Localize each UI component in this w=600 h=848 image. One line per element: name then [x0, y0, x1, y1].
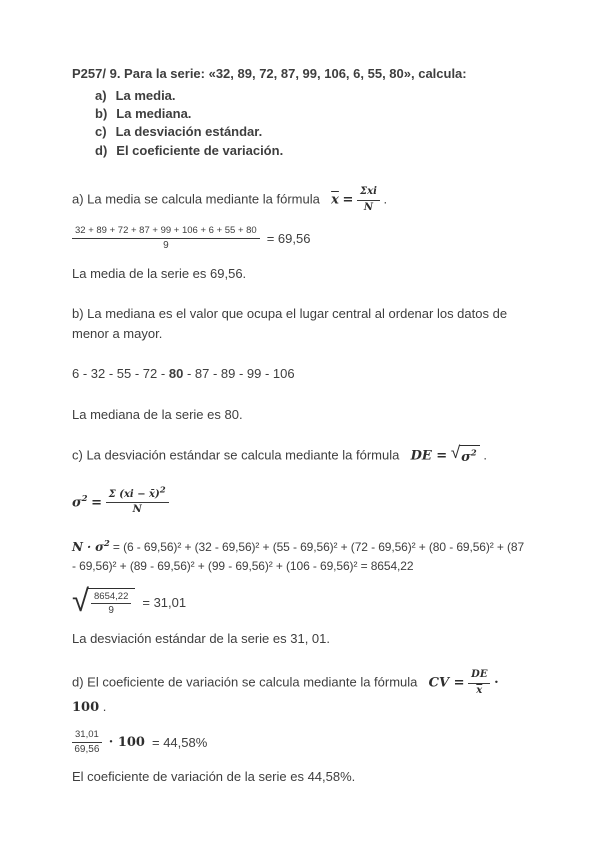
- series-after: - 87 - 89 - 99 - 106: [186, 366, 295, 382]
- option-b-text: La mediana.: [116, 105, 192, 121]
- exponent: 2: [470, 448, 477, 459]
- fraction-denominator: N: [363, 201, 374, 213]
- fraction-denominator: 9: [108, 605, 114, 617]
- media-calculation: [72, 225, 528, 252]
- fraction-numerator: 31,01: [72, 729, 102, 743]
- numerator-base: Σ (xi − x̄): [108, 488, 160, 500]
- nsigma-expansion-line: [72, 538, 528, 577]
- option-d-label: d): [95, 142, 108, 158]
- mediana-paragraph: b) La mediana es el valor que ocupa el lugar central al ordenar los datos de menor a mayor.: [72, 306, 508, 341]
- equals-sign: =: [91, 495, 103, 511]
- problem-title: P257/ 9. Para la serie: «32, 89, 72, 87, 99, 106, 6, 55, 80», calcula:: [72, 66, 467, 81]
- exponent: 2: [159, 485, 166, 496]
- fraction-denominator: 9: [163, 240, 169, 252]
- fraction-numerator: [106, 485, 169, 504]
- exponent: 2: [103, 538, 110, 549]
- option-d: [95, 142, 528, 160]
- cv-lhs: CV =: [428, 675, 465, 691]
- cv-tail: · 100: [72, 675, 499, 716]
- root-fraction: [91, 591, 131, 618]
- cv-fraction: [468, 669, 490, 697]
- sigma-formula-line: [72, 485, 528, 517]
- fraction-numerator: DE: [468, 669, 490, 684]
- sigma-symbol: σ: [72, 495, 82, 511]
- sqrt-expression: [451, 445, 480, 468]
- cv-calculation: [72, 729, 528, 756]
- fraction-numerator: 8654,22: [91, 591, 131, 605]
- series-before: 6 - 32 - 55 - 72 -: [72, 366, 166, 382]
- fraction-denominator: [476, 684, 482, 698]
- nsigma-rhs: = (6 - 69,56)² + (32 - 69,56)² + (55 - 69,56)² + (72 - 69,56)² + (80 - 69,56)² + (87 - 69,56)² + (89 - 69,56)² + (99 - 69,56)² + (106 - 69,56)² = 8654,22: [72, 539, 525, 574]
- option-a-label: a): [95, 87, 107, 103]
- nsigma-lhs: N · σ: [72, 539, 104, 554]
- equals-sign: =: [342, 192, 354, 208]
- cv-conclusion: El coeficiente de variación de la serie es 44,58%.: [72, 769, 356, 785]
- fraction-numerator: Σxi: [357, 186, 380, 201]
- sigma-symbol: σ: [461, 450, 471, 466]
- cv-calc-tail: · 100: [108, 734, 145, 750]
- media-conclusion: La media de la serie es 69,56.: [72, 265, 247, 281]
- media-intro-text: a) La media se calcula mediante la fórmula: [72, 191, 320, 207]
- radical-sign: √: [72, 582, 90, 618]
- media-calc-result: = 69,56: [266, 231, 311, 247]
- sqrt-expression: [72, 582, 135, 618]
- option-d-text: El coeficiente de variación.: [116, 142, 284, 158]
- sigma-fraction: [106, 485, 169, 517]
- period: .: [383, 191, 388, 207]
- option-b: [95, 105, 528, 123]
- cv-intro-text: d) El coeficiente de variación se calcula mediante la fórmula: [72, 674, 418, 690]
- de-lhs: DE =: [410, 448, 448, 464]
- problem-options: [95, 87, 528, 161]
- exponent: 2: [81, 493, 88, 504]
- radicand: [88, 588, 135, 618]
- media-intro-line: [72, 186, 528, 214]
- option-a-text: La media.: [115, 87, 176, 103]
- cv-intro-line: [72, 669, 528, 718]
- root-calculation: [72, 582, 528, 618]
- option-b-label: b): [95, 105, 108, 121]
- fraction-denominator: 69,56: [74, 743, 100, 755]
- radical-sign: √: [450, 443, 461, 463]
- option-c-label: c): [95, 124, 107, 140]
- period: .: [483, 447, 487, 463]
- period: .: [102, 699, 107, 715]
- fraction-numerator: 32 + 89 + 72 + 87 + 99 + 106 + 6 + 55 + 80: [72, 225, 260, 239]
- option-c: [95, 123, 528, 141]
- cv-calc-result: = 44,58%: [151, 734, 208, 750]
- mediana-conclusion: La mediana de la serie es 80.: [72, 406, 243, 422]
- option-c-text: La desviación estándar.: [115, 124, 263, 140]
- option-a: [95, 87, 528, 105]
- cv-calc-fraction: [72, 729, 102, 756]
- xbar-symbol: $\overline{x}$: [331, 192, 339, 208]
- desviacion-intro-text: c) La desviación estándar se calcula mediante la fórmula: [72, 447, 400, 463]
- desviacion-conclusion: La desviación estándar de la serie es 31, 01.: [72, 630, 331, 646]
- media-formula-fraction: [357, 186, 380, 214]
- series-median-value: 80: [168, 366, 184, 382]
- root-result: = 31,01: [142, 595, 187, 610]
- xbar-symbol: x: [476, 684, 483, 696]
- radicand: [459, 445, 480, 468]
- mediana-series: [72, 364, 528, 384]
- fraction-denominator: N: [132, 504, 142, 516]
- desviacion-intro-line: [72, 445, 528, 468]
- media-calc-fraction: [72, 225, 260, 252]
